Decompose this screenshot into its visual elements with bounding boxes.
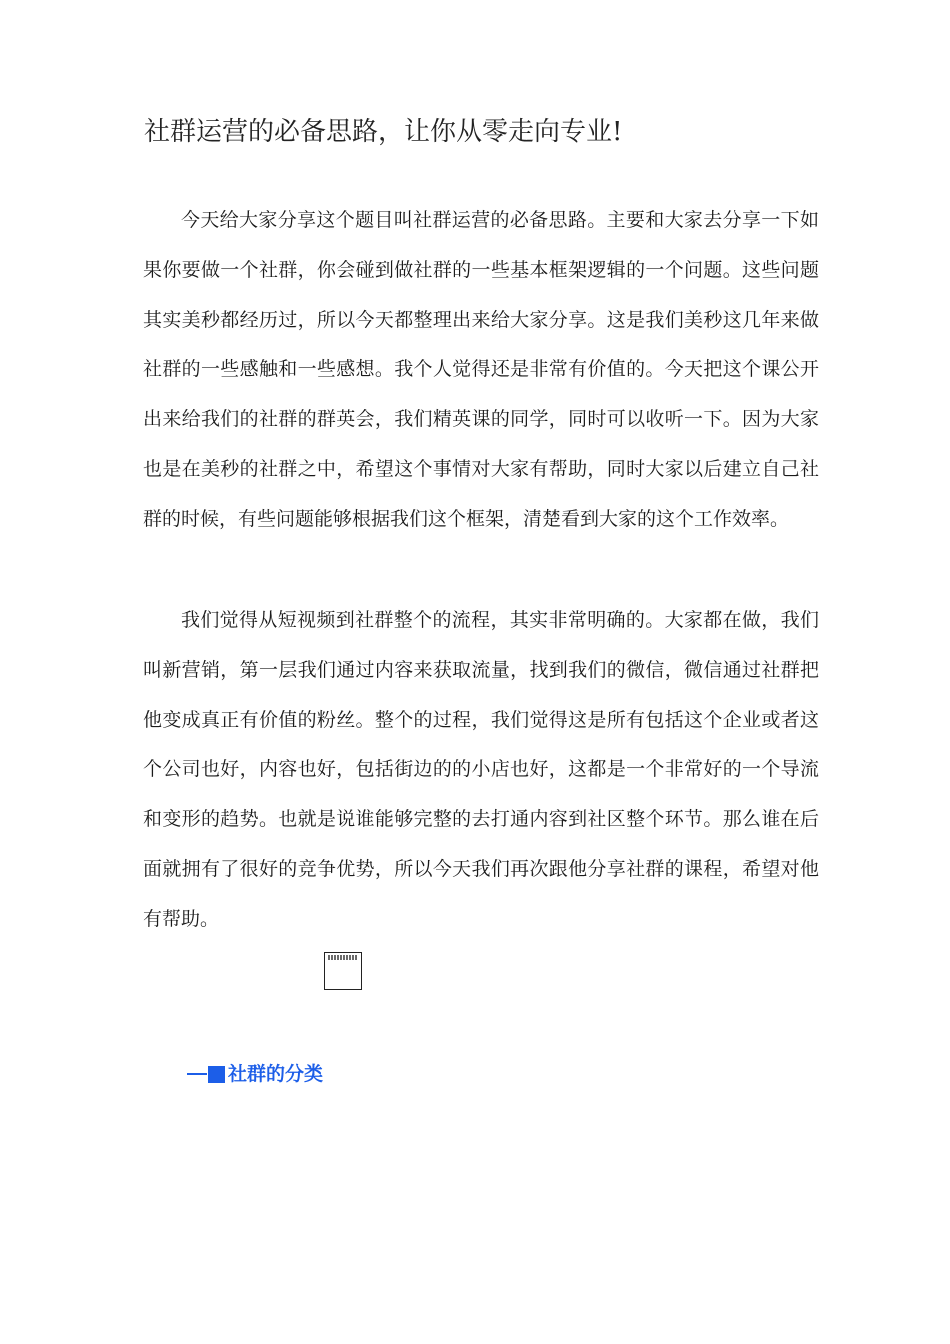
image-thumbnail-icon (324, 952, 362, 990)
paragraph-process: 我们觉得从短视频到社群整个的流程，其实非常明确的。大家都在做，我们叫新营销，第一层我们通过内容来获取流量，找到我们的微信，微信通过社群把他变成真正有价值的粉丝。整个的过程，我们觉得这是所有包括这个企业或者这个公司也好，内容也好，包括街边的的小店也好，这都是一个非常好的一个导流和变形的趋势。也就是说谁能够完整的去打通内容到社区整个环节。那么谁在后面就拥有了很好的竞争优势，所以今天我们再次跟他分享社群的课程，希望对他有帮助。 (143, 609, 819, 930)
paragraph-intro: 今天给大家分享这个题目叫社群运营的必备思路。主要和大家去分享一下如果你要做一个社群，你会碰到做社群的一些基本框架逻辑的一个问题。这些问题其实美秒都经历过，所以今天都整理出来给大家分享。这是我们美秒这几年来做社群的一些感触和一些感想。我个人觉得还是非常有价值的。今天把这个课公开出来给我们的社群的群英会，我们精英课的同学，同时可以收听一下。因为大家也是在美秒的社群之中，希望这个事情对大家有帮助，同时大家以后建立自己社群的时候，有些问题能够根据我们这个框架，清楚看到大家的这个工作效率。 (143, 209, 819, 530)
document-title: 社群运营的必备思路，让你从零走向专业! (144, 117, 623, 147)
thumbnail-text-lines (328, 955, 358, 960)
section-heading-label: 社群的分类 (228, 1063, 324, 1085)
dash-icon (187, 1073, 207, 1075)
section-heading (187, 1058, 323, 1090)
square-bullet-icon (208, 1066, 225, 1083)
